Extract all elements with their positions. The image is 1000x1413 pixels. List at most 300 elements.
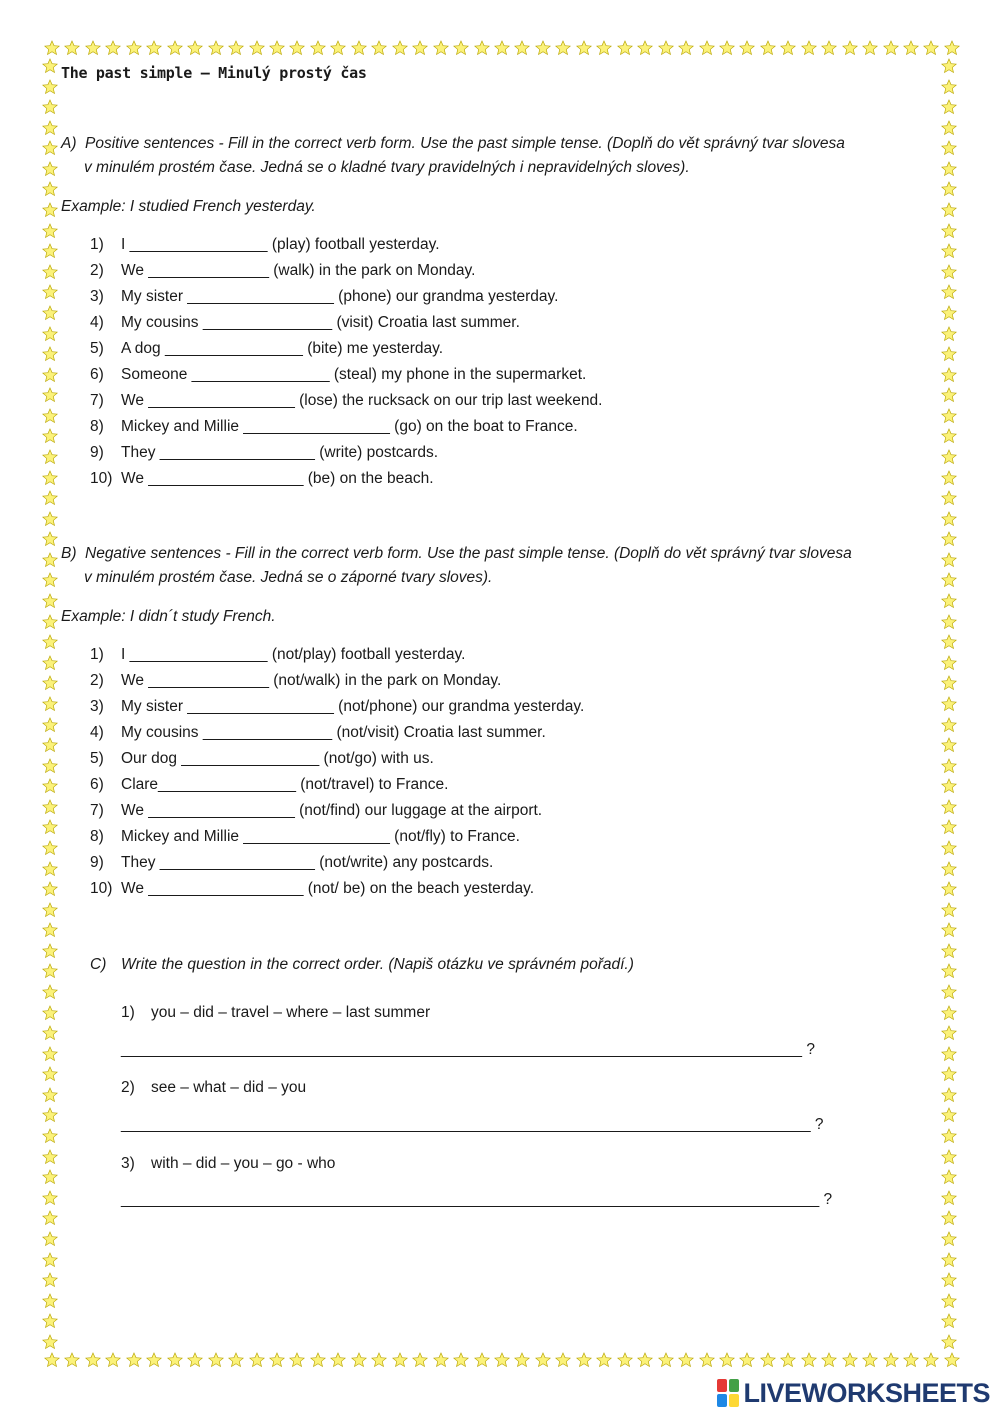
star-icon [514, 1352, 530, 1368]
star-icon [842, 40, 858, 56]
star-icon [42, 511, 58, 527]
star-icon [637, 1352, 653, 1368]
star-icon [42, 223, 58, 239]
star-icon [146, 40, 162, 56]
worksheet-title: The past simple – Minulý prostý čas [61, 64, 367, 82]
star-icon [941, 408, 957, 424]
star-icon [862, 40, 878, 56]
star-icon [535, 1352, 551, 1368]
list-item[interactable] [90, 258, 602, 284]
item-number: 9) [90, 444, 104, 461]
star-icon [903, 1352, 919, 1368]
liveworksheets-logo[interactable] [717, 1376, 990, 1410]
star-icon [941, 1252, 957, 1268]
star-icon [941, 1313, 957, 1329]
star-icon [42, 881, 58, 897]
star-icon [658, 40, 674, 56]
star-icon [330, 40, 346, 56]
star-icon [474, 40, 490, 56]
star-icon [433, 40, 449, 56]
star-icon [923, 1352, 939, 1368]
logo-text: LIVEWORKSHEETS [743, 1377, 990, 1408]
star-icon [269, 1352, 285, 1368]
star-icon [576, 40, 592, 56]
star-icon [126, 1352, 142, 1368]
list-item[interactable] [90, 466, 602, 492]
question-words: see – what – did – you [151, 1079, 307, 1096]
item-text: They __________________ (not/write) any postcards. [121, 854, 494, 871]
star-icon [596, 1352, 612, 1368]
star-icon [617, 1352, 633, 1368]
star-icon [941, 799, 957, 815]
star-icon [42, 572, 58, 588]
star-icon [42, 202, 58, 218]
section-c-instruction [90, 956, 634, 974]
star-icon [637, 40, 653, 56]
star-icon [801, 40, 817, 56]
star-icon [941, 531, 957, 547]
star-icon [42, 737, 58, 753]
item-number: 3) [90, 698, 104, 715]
star-icon [208, 40, 224, 56]
star-icon [535, 40, 551, 56]
star-icon [44, 1352, 60, 1368]
star-icon [42, 1066, 58, 1082]
section-b-instruction-line1: Negative sentences - Fill in the correct verb form. Use the past simple tense. (Doplň do vět správný tvar slovesa [85, 545, 852, 562]
star-icon [883, 1352, 899, 1368]
star-icon [42, 284, 58, 300]
star-icon [941, 202, 957, 218]
item-number: 6) [90, 776, 104, 793]
item-text: Our dog ________________ (not/go) with us. [121, 750, 434, 767]
star-icon [42, 840, 58, 856]
star-icon [941, 717, 957, 733]
star-icon [941, 614, 957, 630]
star-icon [249, 1352, 265, 1368]
star-icon [42, 120, 58, 136]
star-icon [42, 1293, 58, 1309]
item-number: 4) [90, 724, 104, 741]
star-icon [941, 1272, 957, 1288]
star-icon [941, 634, 957, 650]
item-text: My cousins _______________ (visit) Croatia last summer. [121, 314, 520, 331]
star-icon [941, 696, 957, 712]
star-icon [596, 40, 612, 56]
star-icon [941, 675, 957, 691]
star-icon [941, 470, 957, 486]
star-icon [514, 40, 530, 56]
star-icon [42, 1169, 58, 1185]
star-icon [941, 778, 957, 794]
star-icon [42, 922, 58, 938]
star-icon [42, 799, 58, 815]
star-icon [941, 120, 957, 136]
star-icon [941, 79, 957, 95]
star-icon [44, 40, 60, 56]
section-a-list [90, 232, 602, 492]
section-c-instruction-text: Write the question in the correct order. (Napiš otázku ve správném pořadí.) [121, 956, 634, 973]
star-icon [42, 1334, 58, 1350]
star-icon [739, 40, 755, 56]
star-icon [42, 655, 58, 671]
star-icon [371, 1352, 387, 1368]
star-icon [941, 1046, 957, 1062]
star-icon [126, 40, 142, 56]
star-icon [944, 1352, 960, 1368]
star-icon [42, 758, 58, 774]
star-icon [42, 1025, 58, 1041]
logo-square-yellow [729, 1394, 739, 1407]
star-icon [310, 40, 326, 56]
star-icon [453, 1352, 469, 1368]
star-icon [42, 1087, 58, 1103]
star-icon [42, 140, 58, 156]
star-icon [474, 1352, 490, 1368]
star-icon [941, 1210, 957, 1226]
star-icon [42, 181, 58, 197]
star-icon [289, 1352, 305, 1368]
star-icon [941, 223, 957, 239]
star-icon [941, 572, 957, 588]
item-text: A dog ________________ (bite) me yesterday. [121, 340, 444, 357]
list-item[interactable] [90, 876, 584, 902]
star-icon [42, 902, 58, 918]
item-number: 4) [90, 314, 104, 331]
star-icon [42, 593, 58, 609]
star-icon [862, 1352, 878, 1368]
star-icon [42, 1313, 58, 1329]
star-icon [392, 40, 408, 56]
star-icon [941, 819, 957, 835]
list-item[interactable] [90, 798, 584, 824]
star-icon [699, 1352, 715, 1368]
star-icon [941, 922, 957, 938]
star-icon [146, 1352, 162, 1368]
star-icon [42, 696, 58, 712]
star-icon [941, 902, 957, 918]
section-b-instruction-line2: v minulém prostém čase. Jedná se o záporné tvary sloves). [84, 569, 493, 586]
star-icon [105, 1352, 121, 1368]
item-text: Mickey and Millie _________________ (not/fly) to France. [121, 828, 520, 845]
star-icon [42, 305, 58, 321]
section-a-label: A) [61, 135, 77, 152]
question-prompt [121, 1155, 335, 1173]
star-icon [941, 449, 957, 465]
logo-mark-icon [717, 1379, 739, 1407]
list-item[interactable] [90, 440, 602, 466]
item-number: 10) [90, 880, 113, 897]
star-icon [42, 428, 58, 444]
star-icon [941, 737, 957, 753]
star-icon [42, 346, 58, 362]
star-icon [42, 614, 58, 630]
star-icon [85, 1352, 101, 1368]
star-icon [780, 1352, 796, 1368]
star-icon [941, 1231, 957, 1247]
star-icon [42, 387, 58, 403]
list-item[interactable] [90, 746, 584, 772]
item-text: We ______________ (walk) in the park on Monday. [121, 262, 476, 279]
section-c-label: C) [90, 956, 107, 973]
list-item[interactable] [90, 824, 584, 850]
star-icon [42, 1149, 58, 1165]
item-number: 1) [90, 236, 104, 253]
star-icon [941, 284, 957, 300]
star-icon [249, 40, 265, 56]
star-icon [739, 1352, 755, 1368]
list-item[interactable] [90, 720, 584, 746]
star-icon [42, 984, 58, 1000]
item-number: 9) [90, 854, 104, 871]
question-words: with – did – you – go - who [151, 1155, 336, 1172]
answer-line[interactable]: _______________________________________________________________________________ ? [121, 1041, 815, 1058]
star-icon [42, 675, 58, 691]
star-icon [941, 1005, 957, 1021]
list-item[interactable] [90, 414, 602, 440]
star-icon [941, 511, 957, 527]
star-icon [941, 758, 957, 774]
list-item[interactable] [90, 388, 602, 414]
star-icon [167, 1352, 183, 1368]
logo-square-green [729, 1379, 739, 1392]
question-number: 3) [121, 1155, 135, 1172]
star-icon [42, 1252, 58, 1268]
item-number: 8) [90, 828, 104, 845]
list-item[interactable] [90, 694, 584, 720]
star-icon [42, 470, 58, 486]
star-icon [576, 1352, 592, 1368]
item-number: 5) [90, 340, 104, 357]
star-icon [453, 40, 469, 56]
star-icon [392, 1352, 408, 1368]
star-icon [941, 181, 957, 197]
star-icon [941, 58, 957, 74]
star-icon [42, 161, 58, 177]
star-icon [941, 552, 957, 568]
star-icon [941, 1293, 957, 1309]
star-icon [941, 490, 957, 506]
star-icon [42, 58, 58, 74]
star-icon [42, 717, 58, 733]
item-number: 7) [90, 802, 104, 819]
star-icon [42, 943, 58, 959]
star-icon [941, 387, 957, 403]
star-icon [658, 1352, 674, 1368]
item-number: 2) [90, 672, 104, 689]
star-icon [842, 1352, 858, 1368]
star-icon [42, 1272, 58, 1288]
star-icon [801, 1352, 817, 1368]
star-icon [821, 1352, 837, 1368]
item-text: My sister _________________ (phone) our grandma yesterday. [121, 288, 559, 305]
star-icon [941, 1107, 957, 1123]
item-text: We __________________ (be) on the beach. [121, 470, 434, 487]
star-icon [941, 305, 957, 321]
star-icon [42, 243, 58, 259]
star-icon [941, 881, 957, 897]
question-words: you – did – travel – where – last summer [151, 1004, 431, 1021]
star-icon [310, 1352, 326, 1368]
question-prompt [121, 1004, 430, 1022]
star-icon [269, 40, 285, 56]
list-item[interactable] [90, 284, 602, 310]
star-icon [42, 552, 58, 568]
star-icon [941, 1025, 957, 1041]
list-item[interactable] [90, 336, 602, 362]
star-border-top [44, 40, 960, 58]
section-a-instruction-line2: v minulém prostém čase. Jedná se o kladné tvary pravidelných i nepravidelných sloves). [84, 159, 690, 176]
star-icon [208, 1352, 224, 1368]
star-icon [42, 326, 58, 342]
star-icon [941, 1190, 957, 1206]
star-border-bottom [44, 1352, 960, 1370]
star-icon [167, 40, 183, 56]
section-a-instruction-line1: Positive sentences - Fill in the correct verb form. Use the past simple tense. (Doplň do vět správný tvar slovesa [85, 135, 845, 152]
logo-square-red [717, 1379, 727, 1392]
star-icon [42, 408, 58, 424]
star-icon [42, 778, 58, 794]
section-b-list [90, 642, 584, 902]
item-number: 8) [90, 418, 104, 435]
item-text: We _________________ (lose) the rucksack on our trip last weekend. [121, 392, 603, 409]
star-icon [719, 40, 735, 56]
star-icon [941, 655, 957, 671]
star-icon [42, 1046, 58, 1062]
star-icon [923, 40, 939, 56]
star-icon [42, 1107, 58, 1123]
star-icon [433, 1352, 449, 1368]
star-icon [821, 40, 837, 56]
item-number: 5) [90, 750, 104, 767]
item-number: 2) [90, 262, 104, 279]
star-icon [42, 449, 58, 465]
star-icon [941, 264, 957, 280]
list-item[interactable] [90, 642, 584, 668]
list-item[interactable] [90, 850, 584, 876]
question-number: 1) [121, 1004, 135, 1021]
star-icon [941, 161, 957, 177]
star-icon [64, 1352, 80, 1368]
star-icon [85, 40, 101, 56]
star-icon [941, 943, 957, 959]
item-number: 7) [90, 392, 104, 409]
section-a-instruction [61, 132, 845, 180]
star-icon [555, 40, 571, 56]
list-item[interactable] [90, 668, 584, 694]
star-icon [883, 40, 899, 56]
star-icon [678, 40, 694, 56]
question-number: 2) [121, 1079, 135, 1096]
star-icon [42, 490, 58, 506]
star-icon [42, 1128, 58, 1144]
item-text: My cousins _______________ (not/visit) Croatia last summer. [121, 724, 546, 741]
star-icon [42, 634, 58, 650]
star-icon [42, 819, 58, 835]
star-icon [941, 963, 957, 979]
star-icon [351, 1352, 367, 1368]
star-icon [42, 963, 58, 979]
star-icon [941, 1087, 957, 1103]
star-icon [780, 40, 796, 56]
item-text: My sister _________________ (not/phone) our grandma yesterday. [121, 698, 585, 715]
star-border-right [940, 58, 958, 1350]
list-item[interactable] [90, 310, 602, 336]
star-icon [42, 861, 58, 877]
logo-square-blue [717, 1394, 727, 1407]
answer-line[interactable]: ________________________________________________________________________________ ? [121, 1116, 824, 1133]
star-icon [941, 1149, 957, 1165]
star-icon [105, 40, 121, 56]
star-icon [941, 326, 957, 342]
star-icon [555, 1352, 571, 1368]
section-b-label: B) [61, 545, 77, 562]
star-icon [941, 1066, 957, 1082]
item-text: We ______________ (not/walk) in the park on Monday. [121, 672, 502, 689]
star-icon [699, 40, 715, 56]
item-text: We _________________ (not/find) our luggage at the airport. [121, 802, 543, 819]
star-icon [941, 99, 957, 115]
star-icon [494, 1352, 510, 1368]
star-icon [187, 1352, 203, 1368]
item-text: We __________________ (not/ be) on the beach yesterday. [121, 880, 535, 897]
list-item[interactable] [90, 772, 584, 798]
section-b-example: Example: I didn´t study French. [61, 608, 276, 625]
star-icon [760, 1352, 776, 1368]
item-text: They __________________ (write) postcards. [121, 444, 439, 461]
star-icon [719, 1352, 735, 1368]
item-number: 10) [90, 470, 113, 487]
star-icon [678, 1352, 694, 1368]
item-number: 6) [90, 366, 104, 383]
star-icon [289, 40, 305, 56]
star-icon [941, 984, 957, 1000]
star-icon [42, 1005, 58, 1021]
section-a-example: Example: I studied French yesterday. [61, 198, 316, 215]
star-icon [941, 1128, 957, 1144]
list-item[interactable] [90, 362, 602, 388]
question-prompt [121, 1079, 306, 1097]
star-icon [941, 861, 957, 877]
list-item[interactable] [90, 232, 602, 258]
star-icon [42, 1231, 58, 1247]
item-number: 3) [90, 288, 104, 305]
item-text: I ________________ (not/play) football yesterday. [121, 646, 466, 663]
star-icon [42, 1190, 58, 1206]
item-text: Mickey and Millie _________________ (go) on the boat to France. [121, 418, 578, 435]
star-icon [941, 243, 957, 259]
item-text: Someone ________________ (steal) my phone in the supermarket. [121, 366, 587, 383]
star-icon [617, 40, 633, 56]
star-icon [941, 1169, 957, 1185]
star-icon [941, 140, 957, 156]
star-icon [412, 1352, 428, 1368]
answer-line[interactable]: _________________________________________________________________________________ ? [121, 1191, 833, 1208]
star-icon [351, 40, 367, 56]
star-icon [941, 367, 957, 383]
star-icon [42, 367, 58, 383]
star-icon [941, 1334, 957, 1350]
star-icon [944, 40, 960, 56]
star-icon [64, 40, 80, 56]
star-icon [228, 40, 244, 56]
star-icon [187, 40, 203, 56]
star-icon [941, 346, 957, 362]
star-icon [330, 1352, 346, 1368]
star-border-left [41, 58, 59, 1350]
star-icon [941, 840, 957, 856]
section-b-instruction [61, 542, 852, 590]
star-icon [371, 40, 387, 56]
